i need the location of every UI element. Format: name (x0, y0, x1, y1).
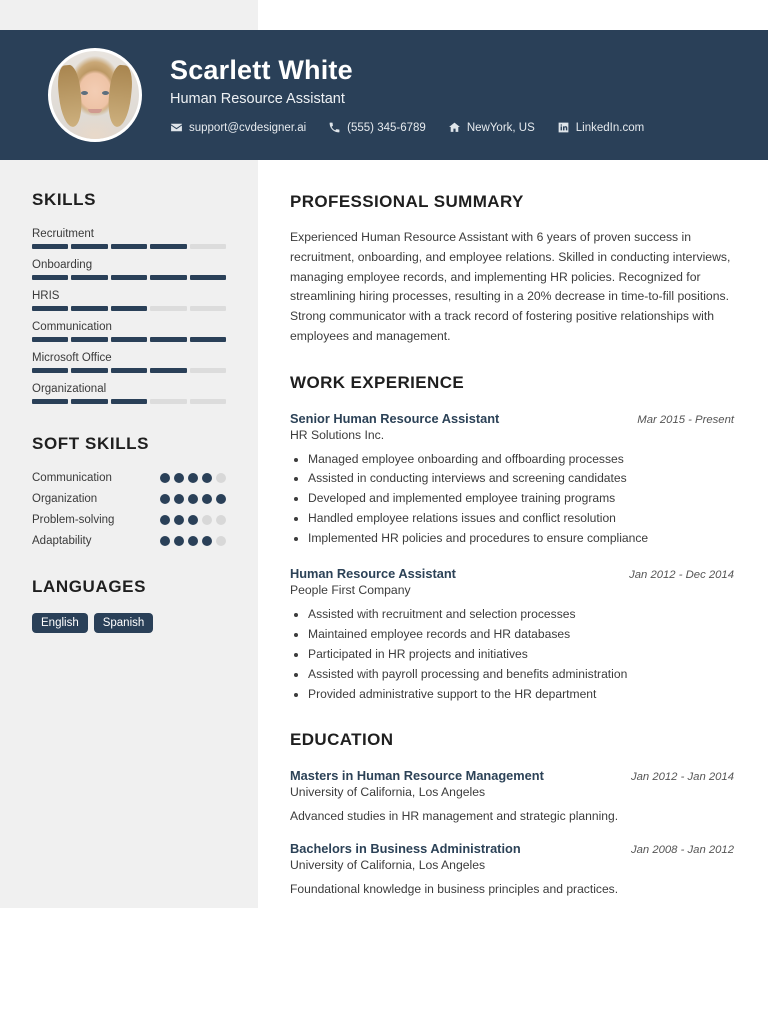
rating-dot (160, 494, 170, 504)
skill-level-bar (32, 337, 226, 342)
contact-linkedin-text: LinkedIn.com (575, 121, 645, 134)
rating-dot (174, 494, 184, 504)
skill-row (32, 352, 226, 373)
education-description: Foundational knowledge in business principles and practices. (290, 881, 619, 896)
education-section (290, 730, 734, 896)
work-job-title: Human Resource Assistant (290, 566, 456, 582)
skill-name: Organizational (32, 383, 107, 395)
skill-bar-segment (150, 244, 186, 249)
work-date-range: Jan 2012 - Dec 2014 (629, 569, 734, 582)
skill-bar-segment (111, 337, 147, 342)
linkedin-icon (557, 121, 570, 134)
work-date-range: Mar 2015 - Present (637, 413, 734, 426)
skill-bar-segment (111, 368, 147, 373)
skills-heading: SKILLS (32, 190, 97, 209)
rating-dot (160, 536, 170, 546)
rating-dot (188, 536, 198, 546)
professional-summary-heading: PROFESSIONAL SUMMARY (290, 192, 524, 211)
soft-skills-section (32, 434, 226, 547)
rating-dot (216, 473, 226, 483)
skill-bar-segment (190, 337, 226, 342)
rating-dot (160, 473, 170, 483)
work-bullet-item: • Participated in HR projects and initiatives (308, 646, 734, 664)
work-bullet-item: • Assisted with recruitment and selection processes (308, 606, 734, 624)
rating-dot (174, 536, 184, 546)
languages-section (32, 577, 226, 633)
resume-header (0, 30, 768, 160)
education-degree: Bachelors in Business Administration (290, 840, 521, 856)
work-entry (290, 411, 734, 548)
rating-dot (174, 473, 184, 483)
education-date-range: Jan 2012 - Jan 2014 (630, 770, 734, 783)
soft-skill-name: Problem-solving (32, 514, 115, 526)
contact-email-text: support@cvdesigner.ai (189, 121, 307, 134)
education-entry (290, 841, 734, 896)
rating-dot (202, 536, 212, 546)
work-experience-heading: WORK EXPERIENCE (290, 372, 465, 392)
skill-row (32, 290, 226, 311)
education-entry-header (290, 841, 734, 856)
rating-dot (160, 515, 170, 525)
skill-name: HRIS (32, 290, 60, 302)
soft-skills-heading: SOFT SKILLS (32, 434, 150, 453)
language-tag: Spanish (94, 613, 154, 633)
skill-bar-segment (71, 275, 107, 280)
skill-name: Onboarding (32, 259, 93, 271)
skill-bar-segment (190, 244, 226, 249)
contact-location-text: NewYork, US (466, 121, 535, 134)
work-bullet-item: • Managed employee onboarding and offboarding processes (308, 451, 734, 469)
candidate-role: Human Resource Assistant (170, 91, 345, 108)
work-entry (290, 566, 734, 703)
work-experience-section (290, 373, 734, 704)
work-bullet-list (308, 451, 734, 548)
skill-bar-segment (32, 306, 68, 311)
education-description: Advanced studies in HR management and strategic planning. (290, 808, 619, 823)
avatar-eye-right (102, 91, 109, 95)
skill-bar-segment (71, 368, 107, 373)
skill-bar-segment (190, 368, 226, 373)
main-column (258, 160, 768, 896)
work-bullet-item: • Handled employee relations issues and conflict resolution (308, 510, 734, 528)
contact-email[interactable] (170, 121, 306, 134)
contact-list (170, 121, 644, 134)
skill-bar-segment (190, 306, 226, 311)
education-school: University of California, Los Angeles (290, 857, 486, 872)
skill-bar-segment (111, 275, 147, 280)
sidebar (0, 160, 258, 633)
skill-bar-segment (32, 337, 68, 342)
contact-phone[interactable] (328, 121, 426, 134)
skill-bar-segment (150, 399, 186, 404)
skills-list (32, 228, 226, 404)
work-company: People First Company (290, 583, 411, 598)
rating-dot (202, 494, 212, 504)
work-entry-header (290, 566, 734, 581)
work-job-title: Senior Human Resource Assistant (290, 410, 500, 426)
education-entry (290, 768, 734, 823)
soft-skill-name: Adaptability (32, 535, 92, 547)
rating-dot (202, 515, 212, 525)
skill-bar-segment (32, 244, 68, 249)
avatar (48, 48, 142, 142)
work-bullet-item: • Developed and implemented employee training programs (308, 490, 734, 508)
skill-level-bar (32, 399, 226, 404)
skill-bar-segment (111, 399, 147, 404)
soft-skill-row (32, 514, 226, 526)
skill-row (32, 383, 226, 404)
rating-dot (202, 473, 212, 483)
skill-bar-segment (32, 368, 68, 373)
education-school: University of California, Los Angeles (290, 784, 486, 799)
skill-bar-segment (150, 368, 186, 373)
skill-bar-segment (71, 244, 107, 249)
soft-skill-rating-dots (160, 494, 226, 504)
rating-dot (188, 473, 198, 483)
work-company: HR Solutions Inc. (290, 427, 385, 442)
soft-skill-name: Communication (32, 472, 112, 484)
skill-bar-segment (32, 399, 68, 404)
skill-level-bar (32, 306, 226, 311)
work-bullet-list (308, 606, 734, 703)
home-icon (448, 121, 461, 134)
skill-bar-segment (150, 306, 186, 311)
contact-linkedin[interactable] (557, 121, 644, 134)
skill-row (32, 259, 226, 280)
professional-summary-section (290, 192, 734, 347)
work-entry-header (290, 411, 734, 426)
soft-skill-row (32, 493, 226, 505)
header-text-block (170, 56, 644, 135)
soft-skill-rating-dots (160, 473, 226, 483)
education-degree: Masters in Human Resource Management (290, 767, 544, 783)
skill-row (32, 321, 226, 342)
rating-dot (216, 536, 226, 546)
soft-skill-name: Organization (32, 493, 98, 505)
skill-name: Communication (32, 321, 112, 333)
soft-skill-row (32, 472, 226, 484)
skill-bar-segment (190, 275, 226, 280)
skill-bar-segment (111, 306, 147, 311)
work-bullet-item: • Assisted with payroll processing and benefits administration (308, 666, 734, 684)
education-entry-header (290, 768, 734, 783)
work-bullet-item: • Assisted in conducting interviews and screening candidates (308, 470, 734, 488)
rating-dot (216, 494, 226, 504)
envelope-icon (170, 121, 183, 134)
skill-bar-segment (190, 399, 226, 404)
soft-skill-rating-dots (160, 515, 226, 525)
language-tag: English (32, 613, 88, 633)
education-date-range: Jan 2008 - Jan 2012 (630, 843, 734, 856)
languages-tags (32, 613, 226, 633)
skill-bar-segment (32, 275, 68, 280)
rating-dot (174, 515, 184, 525)
skill-name: Recruitment (32, 228, 94, 240)
rating-dot (188, 515, 198, 525)
skill-bar-segment (150, 337, 186, 342)
phone-icon (328, 121, 341, 134)
languages-heading: LANGUAGES (32, 577, 147, 596)
education-heading: EDUCATION (290, 729, 394, 749)
soft-skill-rating-dots (160, 536, 226, 546)
soft-skills-list (32, 472, 226, 547)
education-list (290, 768, 734, 896)
skill-bar-segment (111, 244, 147, 249)
skill-level-bar (32, 368, 226, 373)
avatar-mouth (88, 109, 102, 113)
skill-row (32, 228, 226, 249)
soft-skill-row (32, 535, 226, 547)
work-bullet-item: • Maintained employee records and HR databases (308, 626, 734, 644)
work-bullet-item: • Implemented HR policies and procedures to ensure compliance (308, 530, 734, 548)
rating-dot (188, 494, 198, 504)
contact-phone-text: (555) 345-6789 (347, 121, 426, 134)
skill-level-bar (32, 244, 226, 249)
skill-bar-segment (71, 337, 107, 342)
work-bullet-item: • Provided administrative support to the HR department (308, 686, 734, 704)
skill-level-bar (32, 275, 226, 280)
skill-name: Microsoft Office (32, 352, 112, 364)
professional-summary-text: Experienced Human Resource Assistant with 6 years of proven success in recruitment, onboarding, and employee relations. Skilled in conducting interviews, managing employee records, and implementing HR policies. Recognized for streamlining hiring processes, resulting in a 20% decrease in time-to-fill positions. Strong communicator with a track record of fostering positive relationships with employees and management. (290, 230, 731, 343)
skill-bar-segment (71, 306, 107, 311)
skill-bar-segment (71, 399, 107, 404)
avatar-eye-left (81, 91, 88, 95)
skill-bar-segment (150, 275, 186, 280)
work-experience-list (290, 411, 734, 704)
candidate-name: Scarlett White (170, 54, 353, 85)
rating-dot (216, 515, 226, 525)
contact-location (448, 121, 535, 134)
